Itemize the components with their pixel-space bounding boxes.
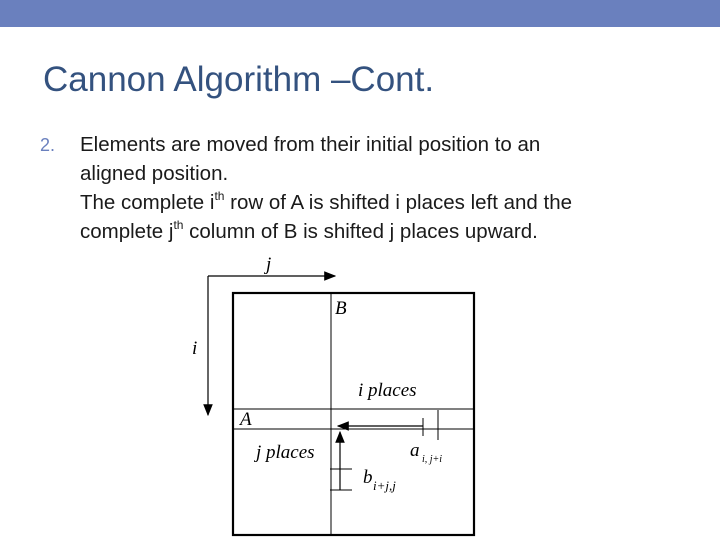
j-places-label: j places bbox=[256, 442, 315, 463]
bullet-line-1: Elements are moved from their initial position to an bbox=[80, 133, 541, 156]
slide-title: Cannon Algorithm –Cont. bbox=[43, 60, 435, 99]
line4-text-start: complete j bbox=[80, 220, 174, 243]
line3-superscript: th bbox=[214, 189, 225, 204]
bullet-line-2: aligned position. bbox=[80, 162, 229, 185]
i-places-label: i places bbox=[358, 380, 417, 401]
line3-text-end: row of A is shifted i places left and the bbox=[224, 191, 573, 214]
element-a-subscript: i, j+i bbox=[422, 454, 443, 465]
bullet-line-4 bbox=[80, 217, 710, 246]
line4-text-end: column of B is shifted j places upward. bbox=[183, 220, 538, 243]
bullet-number: 2. bbox=[40, 135, 56, 155]
element-b-subscript: i+j,j bbox=[373, 478, 396, 493]
bullet-item bbox=[40, 130, 710, 246]
cannon-shift-diagram bbox=[180, 250, 500, 540]
line4-superscript: th bbox=[173, 218, 184, 233]
bullet-line-3 bbox=[80, 188, 710, 217]
j-axis-label: j bbox=[266, 254, 272, 275]
i-axis-label: i bbox=[192, 338, 198, 359]
matrix-b-label: B bbox=[335, 298, 347, 319]
element-b-label: b bbox=[363, 467, 373, 488]
top-accent-bar bbox=[0, 0, 720, 27]
matrix-a-label: A bbox=[240, 409, 252, 430]
element-a-label: a bbox=[410, 440, 420, 461]
bullet-text bbox=[80, 130, 710, 246]
line3-text-start: The complete i bbox=[80, 191, 215, 214]
